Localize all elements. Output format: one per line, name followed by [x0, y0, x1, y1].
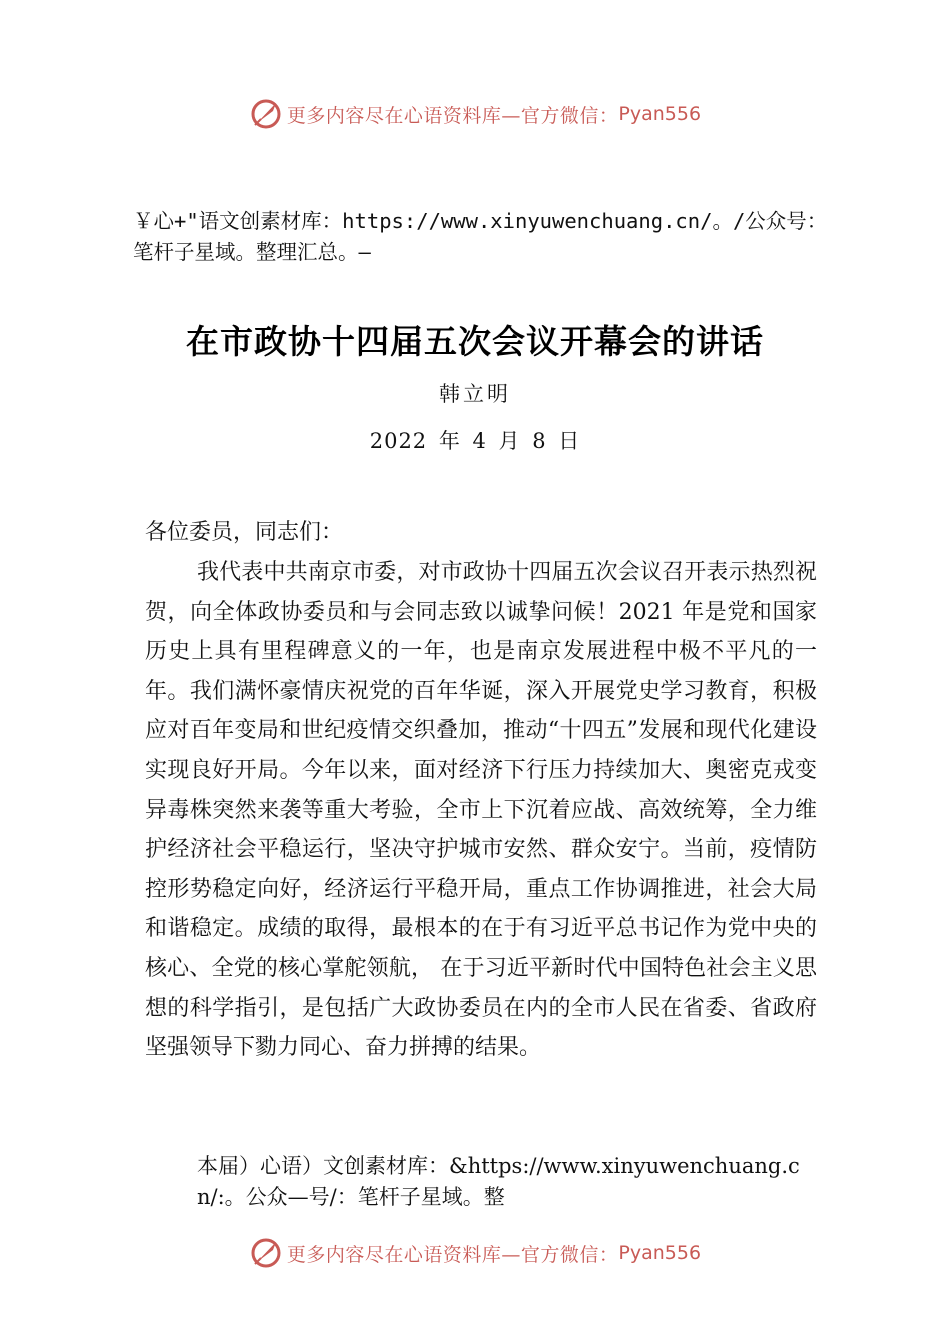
document-title: 在市政协十四届五次会议开幕会的讲话 — [186, 322, 764, 361]
source-note: ￥心+"语文创素材库：https://www.xinyuwenchuang.cn/。/公众号：笔杆子星域。整理汇总。— — [133, 209, 828, 264]
quill-seal-icon — [249, 1236, 283, 1270]
footer-banner — [0, 1233, 950, 1273]
header-banner — [0, 94, 950, 134]
banner-text: 更多内容尽在心语资料库—官方微信： — [286, 104, 619, 127]
banner-wechat-id: Pyan556 — [618, 103, 702, 125]
banner-text: 更多内容尽在心语资料库—官方微信： — [286, 1243, 619, 1266]
date: 2022 年 4 月 8 日 — [369, 429, 581, 453]
banner-wechat-id: Pyan556 — [618, 1242, 702, 1264]
footer-note: 本届）心语）文创素材库：&https://www.xinyuwenchuang.cn/:。公众—号/：笔杆子星域。整 — [197, 1154, 800, 1209]
author: 韩立明 — [439, 382, 511, 406]
body-paragraph: 我代表中共南京市委，对市政协十四届五次会议召开表示热烈祝贺，向全体政协委员和与会同志致以诚挚问候！2021 年是党和国家历史上具有里程碑意义的一年，也是南京发展进程中极不平凡的一年。我们满怀豪情庆祝党的百年华诞，深入开展党史学习教育，积极应对百年变局和世纪疫情交织叠加，推动“十四五”发展和现代化建设实现良好开局。今年以来，面对经济下行压力持续加大、奥密克戎变异毒株突然来袭等重大考验，全市上下沉着应战、高效统筹，全力维护经济社会平稳运行，坚决守护城市安然、群众安宁。当前，疫情防控形势稳定向好，经济运行平稳开局，重点工作协调推进，社会大局和谐稳定。成绩的取得，最根本的在于有习近平总书记作为党中央的核心、全党的核心掌舵领航， 在于习近平新时代中国特色社会主义思想的科学指引，是包括广大政协委员在内的全市人民在省委、省政府坚强领导下勠力同心、奋力拼搏的结果。 — [145, 560, 817, 1061]
salutation: 各位委员，同志们： — [145, 520, 344, 545]
quill-seal-icon — [249, 97, 283, 131]
